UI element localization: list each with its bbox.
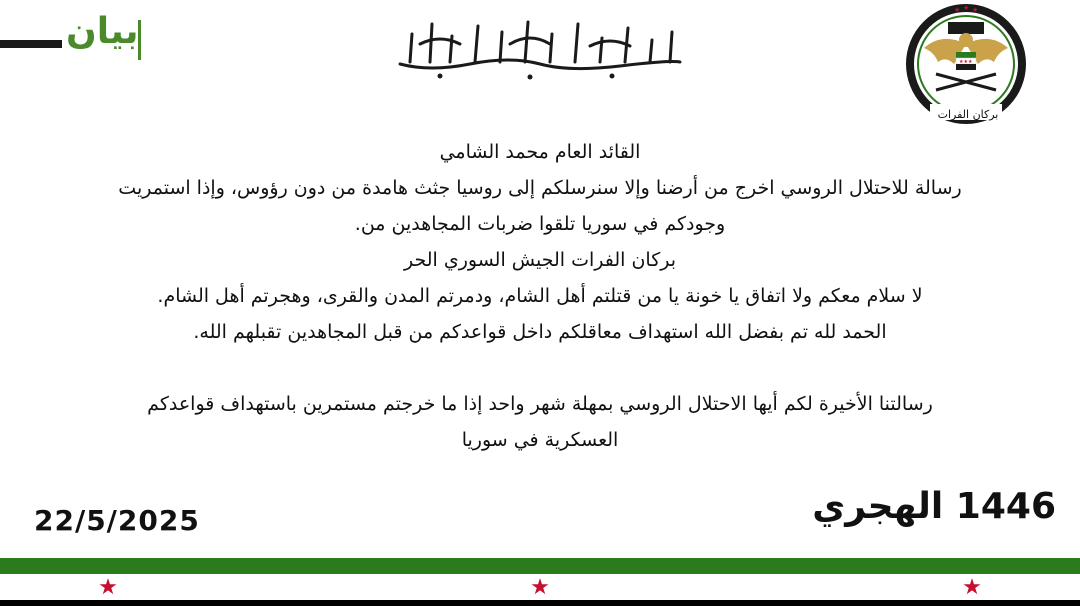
flag-black-band (0, 600, 1080, 606)
basmala-calligraphy-icon (390, 14, 690, 84)
flag-white-band (0, 574, 1080, 600)
statement-line: وجودكم في سوريا تلقوا ضربات المجاهدين من. (354, 213, 726, 235)
statement-body (30, 134, 1050, 458)
svg-text:★★★: ★★★ (959, 59, 973, 65)
syrian-flag-strip (0, 558, 1080, 606)
statement-line: لا سلام معكم ولا اتفاق يا خونة يا من قتلتم أهل الشام، ودمرتم المدن والقرى، وهجرتم أهل الشام. (157, 285, 923, 307)
flag-star-icon: ★ (530, 575, 550, 600)
svg-text:★: ★ (972, 6, 979, 14)
statement-line: الحمد لله تم بفضل الله استهداف معاقلكم داخل قواعدكم من قبل المجاهدين تقبلهم الله. (193, 321, 887, 343)
paragraph-spacer (30, 350, 1050, 386)
basmala-calligraphy (390, 14, 690, 84)
decorative-bar (0, 40, 62, 48)
statement-line: رسالة للاحتلال الروسي اخرج من أرضنا وإلا سنرسلكم إلى روسيا جثث هامدة من دون رؤوس، وإذا استمريت (118, 177, 962, 199)
hijri-date: 1446 الهجري (812, 486, 1056, 527)
statement-label-divider (138, 20, 141, 60)
svg-text:★: ★ (963, 4, 970, 12)
flag-star-icon: ★ (962, 575, 982, 600)
svg-text:★: ★ (954, 6, 961, 14)
emblem-caption: بركان الفرات (937, 108, 999, 121)
flag-star-icon: ★ (98, 575, 118, 600)
signature-line: بركان الفرات الجيش السوري الحر (403, 249, 677, 271)
statement-label: بيان (66, 11, 139, 52)
statement-line: رسالتنا الأخيرة لكم أيها الاحتلال الروسي بمهلة شهر واحد إذا ما خرجتم مستمرين باستهداف قواعدكم (147, 393, 933, 415)
flag-green-band (0, 558, 1080, 574)
statement-line: العسكرية في سوريا (461, 429, 619, 451)
gregorian-date: 22/5/2025 (34, 504, 200, 537)
commander-line: القائد العام محمد الشامي (439, 141, 641, 163)
